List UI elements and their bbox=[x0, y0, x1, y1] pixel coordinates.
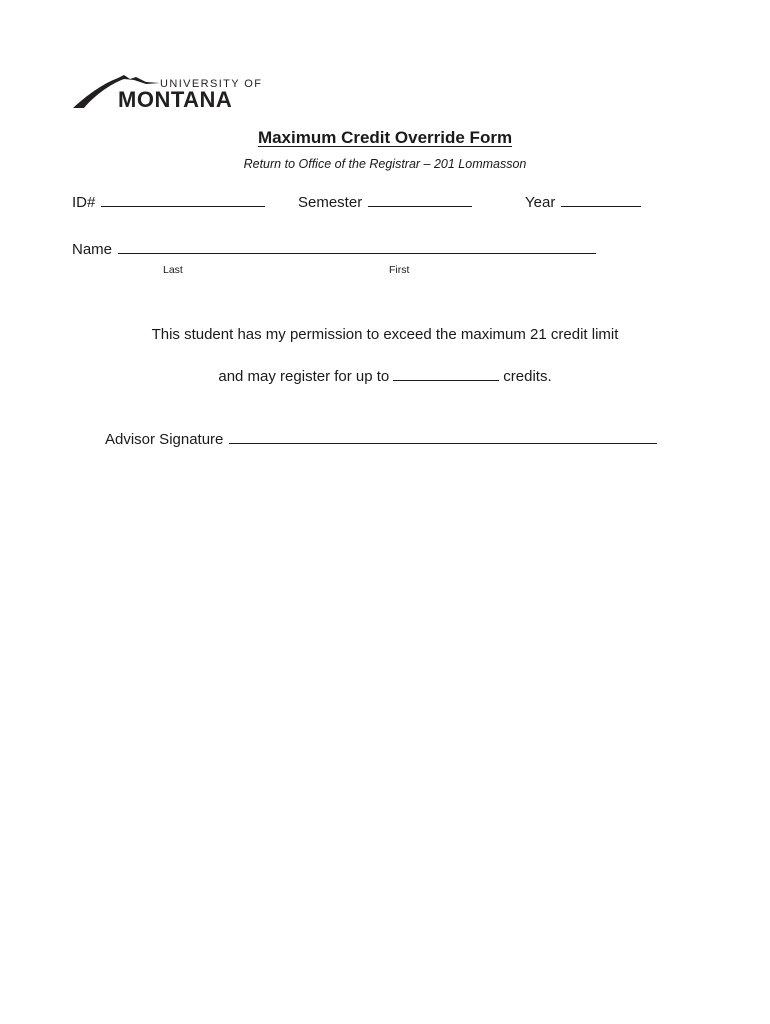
last-name-caption: Last bbox=[163, 264, 183, 276]
advisor-signature-line[interactable] bbox=[229, 429, 657, 444]
name-label: Name bbox=[72, 241, 113, 258]
year-label: Year bbox=[525, 194, 556, 211]
id-label: ID# bbox=[72, 194, 96, 211]
semester-input-line[interactable] bbox=[368, 192, 472, 207]
form-subtitle: Return to Office of the Registrar – 201 Lommasson bbox=[243, 157, 527, 171]
id-input-line[interactable] bbox=[101, 192, 265, 207]
statement-before-text: and may register for up to bbox=[218, 368, 390, 385]
name-input-line[interactable] bbox=[118, 239, 596, 254]
form-title: Maximum Credit Override Form bbox=[257, 128, 513, 147]
credits-input-line[interactable] bbox=[393, 366, 499, 381]
semester-label: Semester bbox=[298, 194, 363, 211]
first-name-caption: First bbox=[389, 264, 410, 276]
year-field bbox=[525, 192, 641, 211]
permission-statement-line2 bbox=[0, 366, 770, 385]
name-field bbox=[72, 239, 596, 258]
university-logo bbox=[72, 72, 263, 112]
permission-statement-line1: This student has my permission to exceed the maximum 21 credit limit bbox=[151, 326, 619, 343]
logo-montana: MONTANA bbox=[118, 87, 233, 112]
advisor-signature-label: Advisor Signature bbox=[105, 431, 224, 448]
id-field bbox=[72, 192, 265, 211]
statement-after-text: credits. bbox=[503, 368, 552, 385]
year-input-line[interactable] bbox=[561, 192, 641, 207]
semester-field bbox=[298, 192, 472, 211]
advisor-signature-field bbox=[105, 429, 657, 448]
logo-university-of: UNIVERSITY OF bbox=[160, 78, 263, 90]
